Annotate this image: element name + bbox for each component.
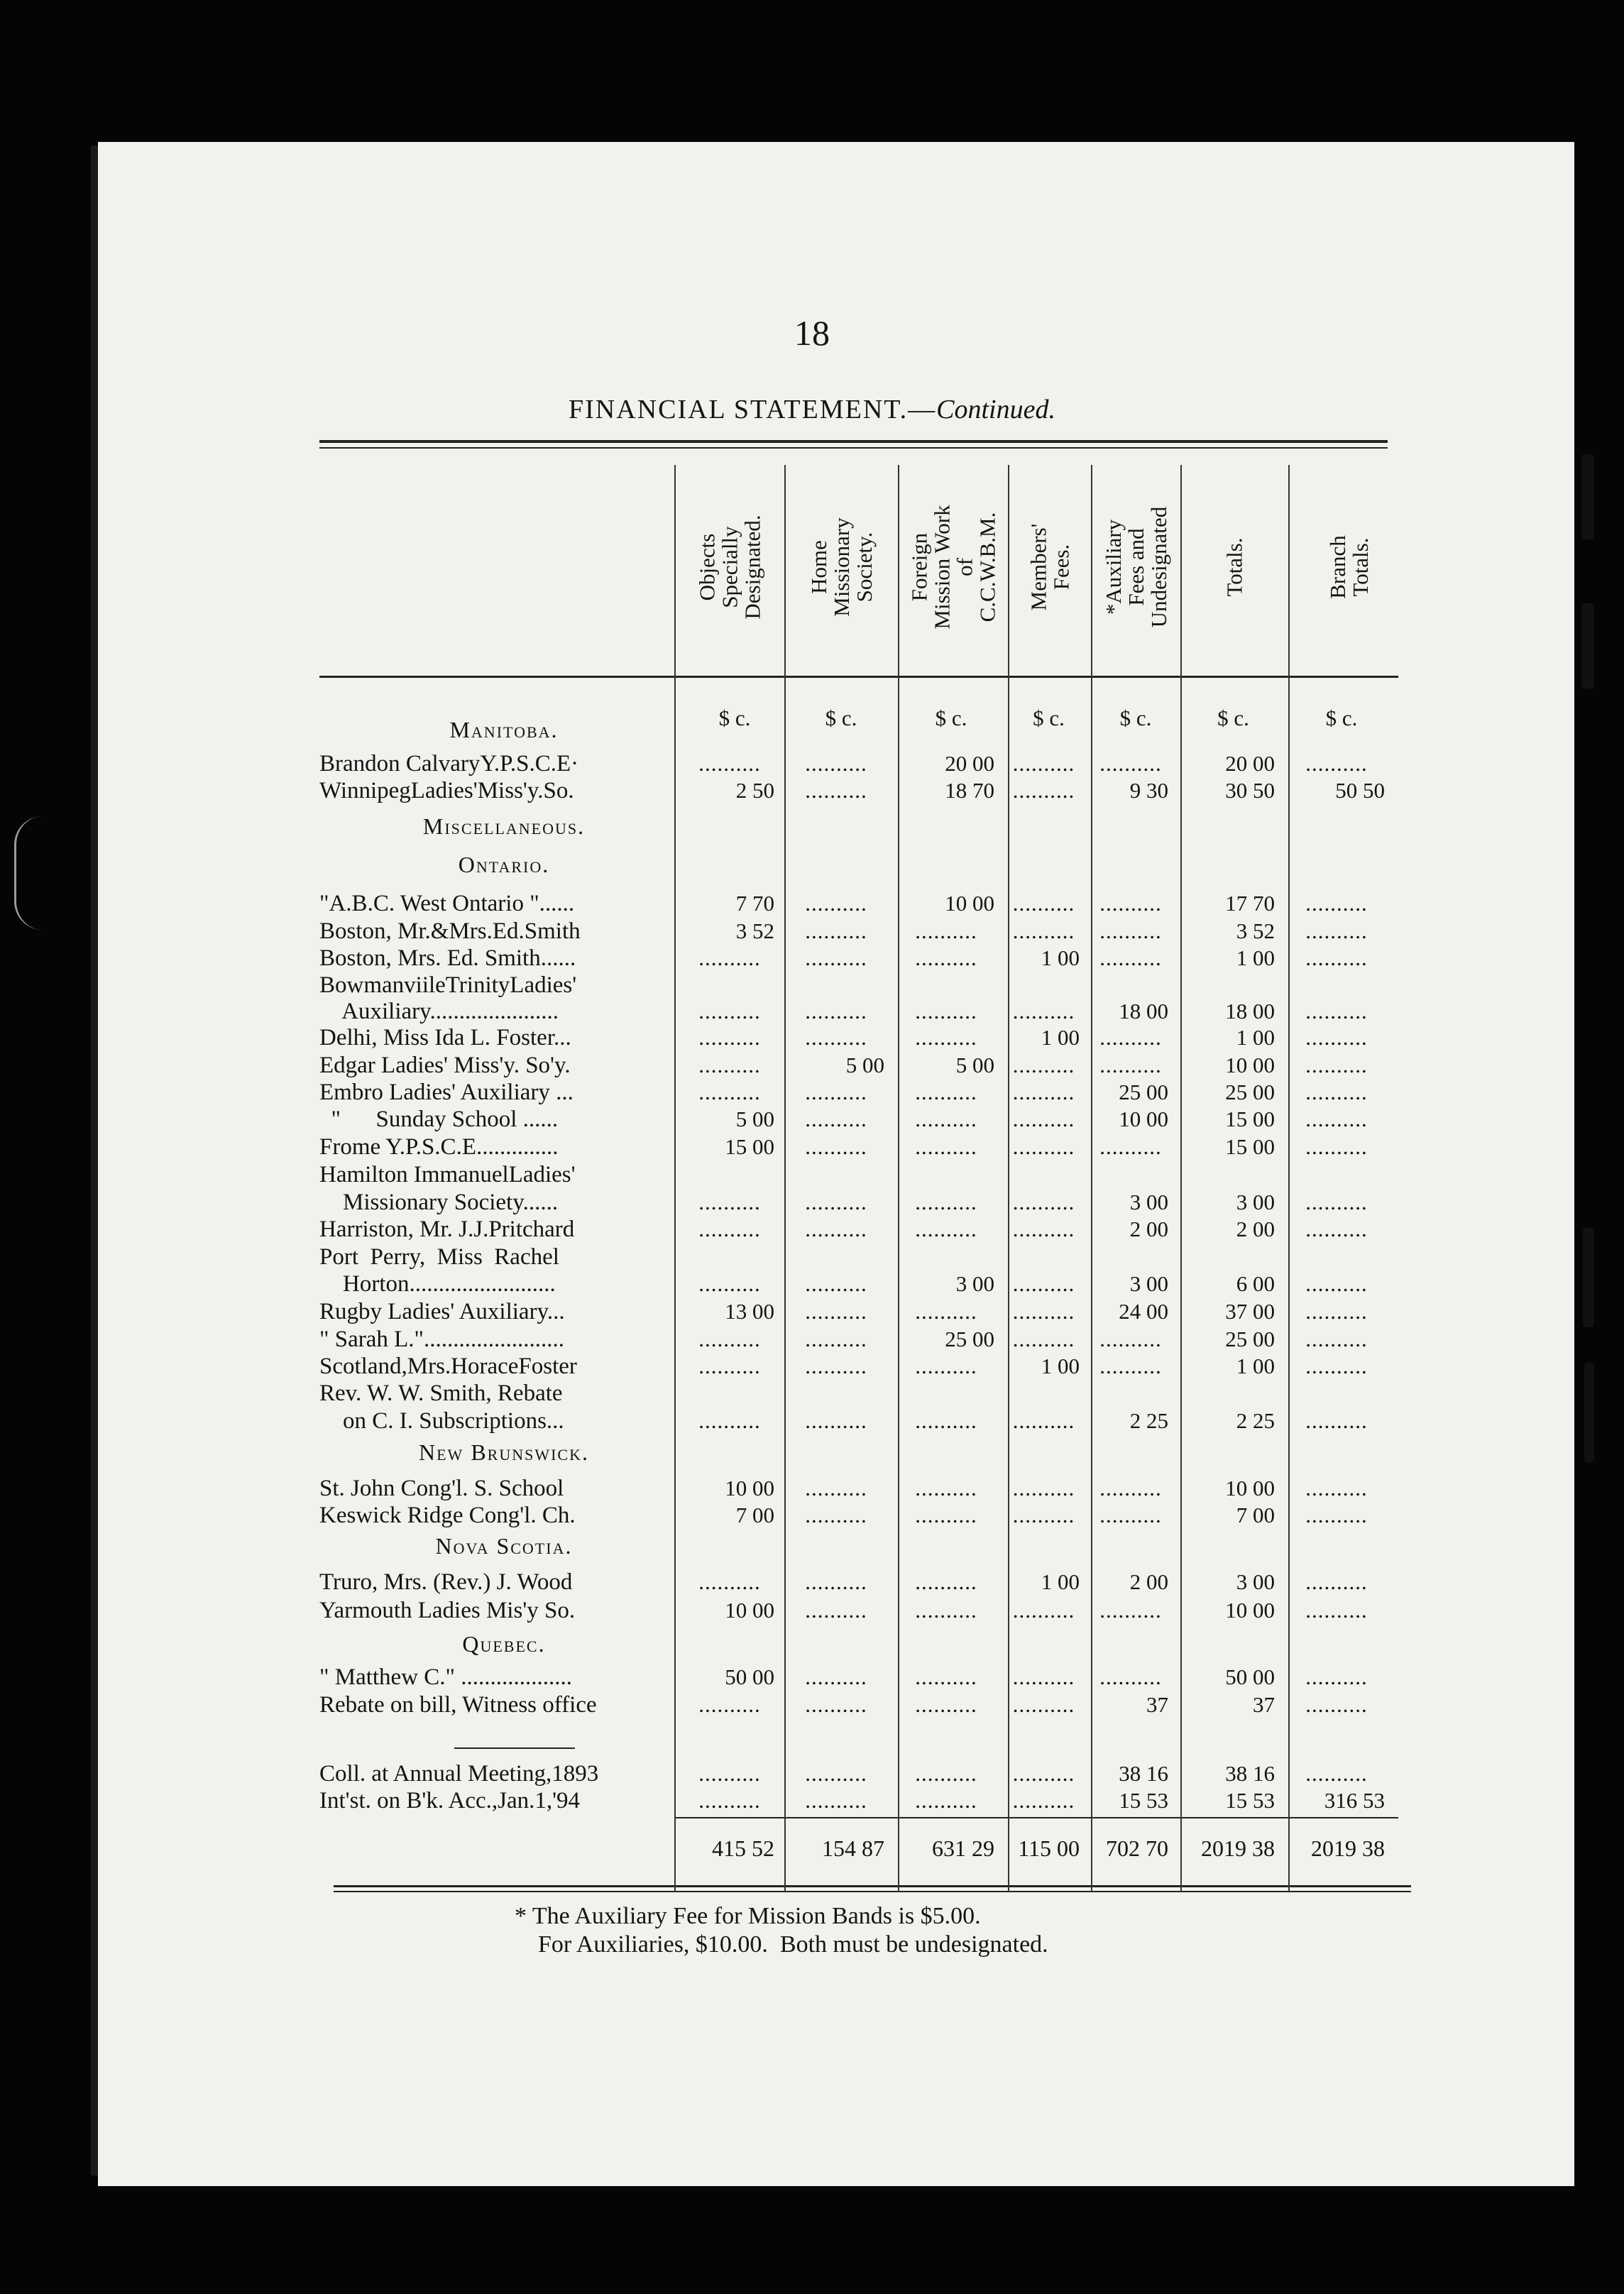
leader-dots: .......... (1012, 1299, 1075, 1324)
row-label: " Sarah L."........................ (319, 1327, 564, 1352)
page-number: 18 (794, 313, 830, 353)
column-header-text: Foreign Mission Work of C.C.W.B.M. (906, 505, 1000, 630)
row-label: Harriston, Mr. J.J.Pritchard (319, 1217, 575, 1242)
scan-artifact-curl (14, 816, 66, 930)
row-label: " Matthew C." ................... (319, 1664, 573, 1690)
leader-dots: .......... (1099, 1053, 1162, 1077)
leader-dots: .......... (805, 1354, 867, 1378)
leader-dots: .......... (1012, 1408, 1075, 1433)
leader-dots: .......... (805, 1664, 867, 1689)
section-title-ns: Nova Scotia. (435, 1533, 573, 1559)
leader-dots: .......... (1305, 1354, 1368, 1378)
row-label: Boston, Mr.&Mrs.Ed.Smith (319, 918, 581, 944)
unit-label: $ c. (935, 706, 967, 730)
leader-dots: .......... (1099, 1476, 1162, 1500)
leader-dots: .......... (1012, 891, 1075, 916)
column-rule (784, 465, 786, 1892)
leader-dots: .......... (1099, 1327, 1162, 1351)
leader-dots: .......... (1099, 1503, 1162, 1527)
table-cell-value: 50 50 (1335, 778, 1385, 803)
row-label: Truro, Mrs. (Rev.) J. Wood (319, 1569, 573, 1595)
leader-dots: .......... (805, 1569, 867, 1594)
leader-dots: .......... (805, 1692, 867, 1717)
leader-dots: .......... (1099, 1134, 1162, 1159)
table-cell-value: 3 52 (1236, 918, 1275, 943)
leader-dots: .......... (805, 1080, 867, 1104)
total-aux: 702 70 (1106, 1835, 1168, 1861)
leader-dots: .......... (1305, 1327, 1368, 1351)
table-cell-value: 7 70 (735, 891, 774, 916)
table-cell-value: 37 00 (1225, 1299, 1275, 1324)
row-label: Rugby Ladies' Auxiliary... (319, 1299, 565, 1324)
total-branch: 2019 38 (1311, 1835, 1385, 1861)
table-cell-value: 10 00 (1119, 1107, 1168, 1131)
leader-dots: .......... (1012, 918, 1075, 943)
leader-dots: .......... (915, 1503, 977, 1527)
table-cell-value: 10 00 (1225, 1476, 1275, 1500)
leader-dots: .......... (1012, 1190, 1075, 1214)
table-cell-value: 37 (1146, 1692, 1168, 1717)
leader-dots: .......... (698, 751, 761, 776)
leader-dots: .......... (698, 1053, 761, 1077)
unit-label: $ c. (1325, 706, 1358, 730)
leader-dots: .......... (805, 1217, 867, 1241)
leader-dots: .......... (698, 1788, 761, 1813)
section-title-quebec: Quebec. (462, 1631, 546, 1657)
leader-dots: .......... (1305, 1190, 1368, 1214)
column-rule (1091, 465, 1092, 1892)
leader-dots: .......... (915, 1408, 977, 1433)
table-cell-value: 15 00 (1225, 1107, 1275, 1131)
column-header-text: Objects Specially Designated. (694, 515, 765, 620)
leader-dots: .......... (698, 1692, 761, 1717)
leader-dots: .......... (1099, 918, 1162, 943)
table-cell-value: 10 00 (1225, 1598, 1275, 1623)
table-cell-value: 20 00 (945, 751, 994, 776)
leader-dots: .......... (1305, 1134, 1368, 1159)
table-cell-value: 3 00 (1236, 1569, 1275, 1594)
table-cell-value: 20 00 (1225, 751, 1275, 776)
leader-dots: .......... (1305, 999, 1368, 1023)
leader-dots: .......... (805, 1271, 867, 1296)
leader-dots: .......... (1099, 945, 1162, 970)
leader-dots: .......... (1012, 1476, 1075, 1500)
page-title (0, 394, 1624, 425)
column-header-text: Totals. (1222, 537, 1247, 597)
leader-dots: .......... (915, 1080, 977, 1104)
table-cell-value: 3 00 (1129, 1190, 1168, 1214)
leader-dots: .......... (1012, 1271, 1075, 1296)
leader-dots: .......... (915, 1107, 977, 1131)
leader-dots: .......... (805, 751, 867, 776)
table-cell-value: 15 00 (1225, 1134, 1275, 1159)
leader-dots: .......... (805, 1190, 867, 1214)
table-cell-value: 15 53 (1119, 1788, 1168, 1813)
leader-dots: .......... (805, 945, 867, 970)
row-label: " Sunday School ...... (319, 1107, 559, 1132)
leader-dots: .......... (1305, 918, 1368, 943)
leader-dots: .......... (805, 1299, 867, 1324)
table-cell-value: 2 00 (1129, 1217, 1168, 1241)
table-cell-value: 316 53 (1324, 1788, 1385, 1813)
title-main: FINANCIAL STATEMENT.— (569, 395, 937, 424)
unit-label: $ c. (1033, 706, 1065, 730)
table-cell-value: 5 00 (845, 1053, 884, 1077)
section-title-misc: Miscellaneous. (422, 813, 586, 839)
column-header-text: *Auxiliary Fees and Undesignated (1101, 506, 1171, 628)
leader-dots: .......... (1305, 1692, 1368, 1717)
table-cell-value: 25 00 (1225, 1080, 1275, 1104)
table-cell-value: 25 00 (945, 1327, 994, 1351)
row-label: Embro Ladies' Auxiliary ... (319, 1080, 574, 1105)
leader-dots: .......... (915, 1476, 977, 1500)
table-cell-value: 6 00 (1236, 1271, 1275, 1296)
leader-dots: .......... (698, 1354, 761, 1378)
leader-dots: .......... (1012, 999, 1075, 1023)
table-cell-value: 7 00 (735, 1503, 774, 1527)
leader-dots: .......... (915, 1217, 977, 1241)
column-header-totals (1183, 464, 1288, 670)
table-cell-value: 38 16 (1119, 1761, 1168, 1786)
leader-dots: .......... (805, 1476, 867, 1500)
table-cell-value: 3 00 (1129, 1271, 1168, 1296)
total-totals: 2019 38 (1201, 1835, 1275, 1861)
leader-dots: .......... (915, 999, 977, 1023)
row-label: Horton......................... (319, 1271, 556, 1297)
column-header-text: Members' Fees. (1026, 523, 1074, 611)
table-cell-value: 1 00 (1041, 1025, 1080, 1050)
row-label: Auxiliary...................... (319, 999, 559, 1024)
total-members: 115 00 (1018, 1835, 1080, 1861)
column-header-aux (1093, 464, 1180, 670)
leader-dots: .......... (1305, 1598, 1368, 1623)
leader-dots: .......... (1012, 1664, 1075, 1689)
table-cell-value: 37 (1253, 1692, 1275, 1717)
leader-dots: .......... (915, 1788, 977, 1813)
row-label: Boston, Mrs. Ed. Smith...... (319, 945, 576, 971)
leader-dots: .......... (1305, 1408, 1368, 1433)
scan-artifact-mark (1584, 1363, 1594, 1462)
leader-dots: .......... (1305, 1476, 1368, 1500)
leader-dots: .......... (698, 1271, 761, 1296)
table-cell-value: 10 00 (1225, 1053, 1275, 1077)
leader-dots: .......... (1012, 1503, 1075, 1527)
column-header-members (1010, 464, 1090, 670)
row-label: Yarmouth Ladies Mis'y So. (319, 1598, 576, 1623)
leader-dots: .......... (698, 1190, 761, 1214)
leader-dots: .......... (805, 1134, 867, 1159)
table-cell-value: 15 53 (1225, 1788, 1275, 1813)
table-cell-value: 15 00 (725, 1134, 774, 1159)
table-cell-value: 38 16 (1225, 1761, 1275, 1786)
table-cell-value: 10 00 (725, 1476, 774, 1500)
leader-dots: .......... (698, 945, 761, 970)
table-cell-value: 2 25 (1129, 1408, 1168, 1433)
leader-dots: .......... (915, 1761, 977, 1786)
leader-dots: .......... (698, 1408, 761, 1433)
leader-dots: .......... (698, 1025, 761, 1050)
leader-dots: .......... (1012, 751, 1075, 776)
column-header-text: Branch Totals. (1325, 535, 1373, 599)
table-cell-value: 18 70 (945, 778, 994, 803)
table-cell-value: 1 00 (1041, 1354, 1080, 1378)
row-label: Delhi, Miss Ida L. Foster... (319, 1025, 571, 1050)
leader-dots: .......... (805, 1025, 867, 1050)
leader-dots: .......... (805, 999, 867, 1023)
row-label: St. John Cong'l. S. School (319, 1476, 564, 1501)
footnote-line-1: * The Auxiliary Fee for Mission Bands is $5.00. (515, 1903, 981, 1929)
leader-dots: .......... (805, 1408, 867, 1433)
leader-dots: .......... (805, 1107, 867, 1131)
column-header-text: Home Missionary Society. (806, 517, 877, 617)
leader-dots: .......... (1012, 1692, 1075, 1717)
total-objects: 415 52 (712, 1835, 774, 1861)
table-cell-value: 9 30 (1129, 778, 1168, 803)
leader-dots: .......... (1012, 1080, 1075, 1104)
table-cell-value: 30 50 (1225, 778, 1275, 803)
leader-dots: .......... (915, 1134, 977, 1159)
unit-label: $ c. (718, 706, 751, 730)
title-continued: Continued. (936, 395, 1055, 424)
row-label: Rebate on bill, Witness office (319, 1692, 597, 1718)
table-cell-value: 50 00 (1225, 1664, 1275, 1689)
section-title-manitoba: Manitoba. (449, 717, 559, 742)
table-cell-value: 13 00 (725, 1299, 774, 1324)
leader-dots: .......... (1099, 891, 1162, 916)
section-divider (454, 1747, 575, 1749)
table-cell-value: 17 70 (1225, 891, 1275, 916)
leader-dots: .......... (1012, 778, 1075, 803)
table-cell-value: 1 00 (1041, 1569, 1080, 1594)
leader-dots: .......... (1305, 1217, 1368, 1241)
row-label: Rev. W. W. Smith, Rebate (319, 1381, 563, 1406)
row-label: Frome Y.P.S.C.E.............. (319, 1134, 559, 1160)
leader-dots: .......... (1099, 1598, 1162, 1623)
leader-dots: .......... (1099, 1354, 1162, 1378)
table-cell-value: 50 00 (725, 1664, 774, 1689)
leader-dots: .......... (915, 945, 977, 970)
row-label: WinnipegLadies'Miss'y.So. (319, 778, 574, 803)
leader-dots: .......... (1012, 1327, 1075, 1351)
leader-dots: .......... (1305, 751, 1368, 776)
leader-dots: .......... (915, 918, 977, 943)
top-double-rule (319, 447, 1388, 449)
row-label: Missionary Society...... (319, 1190, 559, 1215)
leader-dots: .......... (1012, 1107, 1075, 1131)
leader-dots: .......... (1012, 1217, 1075, 1241)
leader-dots: .......... (1305, 1569, 1368, 1594)
section-title-ontario: Ontario. (458, 852, 550, 877)
leader-dots: .......... (915, 1598, 977, 1623)
row-label: Edgar Ladies' Miss'y. So'y. (319, 1053, 571, 1078)
leader-dots: .......... (698, 1569, 761, 1594)
scan-artifact-mark (1581, 603, 1594, 688)
leader-dots: .......... (1305, 1299, 1368, 1324)
leader-dots: .......... (805, 918, 867, 943)
row-label: Scotland,Mrs.HoraceFoster (319, 1354, 577, 1379)
leader-dots: .......... (805, 1503, 867, 1527)
table-cell-value: 18 00 (1225, 999, 1275, 1023)
leader-dots: .......... (915, 1354, 977, 1378)
row-label: Keswick Ridge Cong'l. Ch. (319, 1503, 576, 1528)
leader-dots: .......... (698, 1080, 761, 1104)
table-cell-value: 25 00 (1225, 1327, 1275, 1351)
table-cell-value: 5 00 (735, 1107, 774, 1131)
bottom-double-rule (334, 1891, 1411, 1892)
leader-dots: .......... (1305, 1025, 1368, 1050)
leader-dots: .......... (805, 1327, 867, 1351)
header-bottom-rule (319, 676, 1398, 678)
leader-dots: .......... (1012, 1134, 1075, 1159)
table-cell-value: 3 00 (1236, 1190, 1275, 1214)
row-label: Coll. at Annual Meeting,1893 (319, 1761, 599, 1787)
top-double-rule (319, 440, 1388, 443)
leader-dots: .......... (915, 1569, 977, 1594)
column-header-foreign (900, 464, 1007, 670)
leader-dots: .......... (1305, 1107, 1368, 1131)
leader-dots: .......... (1305, 891, 1368, 916)
table-cell-value: 10 00 (945, 891, 994, 916)
table-cell-value: 2 00 (1236, 1217, 1275, 1241)
leader-dots: .......... (805, 778, 867, 803)
totals-top-rule (674, 1817, 1398, 1818)
leader-dots: .......... (915, 1664, 977, 1689)
unit-label: $ c. (1217, 706, 1249, 730)
leader-dots: .......... (1099, 1664, 1162, 1689)
leader-dots: .......... (1305, 945, 1368, 970)
table-cell-value: 24 00 (1119, 1299, 1168, 1324)
table-cell-value: 18 00 (1119, 999, 1168, 1023)
table-cell-value: 5 00 (955, 1053, 994, 1077)
table-cell-value: 25 00 (1119, 1080, 1168, 1104)
table-cell-value: 2 25 (1236, 1408, 1275, 1433)
leader-dots: .......... (1305, 1080, 1368, 1104)
leader-dots: .......... (698, 1327, 761, 1351)
table-cell-value: 1 00 (1236, 1354, 1275, 1378)
leader-dots: .......... (1305, 1503, 1368, 1527)
leader-dots: .......... (805, 891, 867, 916)
leader-dots: .......... (698, 1761, 761, 1786)
leader-dots: .......... (915, 1299, 977, 1324)
total-foreign: 631 29 (932, 1835, 994, 1861)
row-label: Brandon CalvaryY.P.S.C.E· (319, 751, 579, 776)
table-cell-value: 2 00 (1129, 1569, 1168, 1594)
table-cell-value: 10 00 (725, 1598, 774, 1623)
leader-dots: .......... (1012, 1053, 1075, 1077)
bottom-double-rule (334, 1885, 1411, 1887)
table-cell-value: 3 52 (735, 918, 774, 943)
table-cell-value: 2 50 (735, 778, 774, 803)
row-label: Hamilton ImmanuelLadies' (319, 1162, 576, 1187)
total-home: 154 87 (822, 1835, 884, 1861)
leader-dots: .......... (1012, 1598, 1075, 1623)
row-label: "A.B.C. West Ontario "...... (319, 891, 575, 916)
leader-dots: .......... (698, 999, 761, 1023)
leader-dots: .......... (1012, 1788, 1075, 1813)
column-header-branch (1290, 464, 1408, 670)
leader-dots: .......... (1012, 1761, 1075, 1786)
table-cell-value: 1 00 (1236, 945, 1275, 970)
row-label: Int'st. on B'k. Acc.,Jan.1,'94 (319, 1788, 581, 1813)
column-header-objects (676, 464, 784, 670)
leader-dots: .......... (805, 1598, 867, 1623)
leader-dots: .......... (805, 1761, 867, 1786)
leader-dots: .......... (1099, 751, 1162, 776)
scan-artifact-mark (1581, 454, 1594, 539)
leader-dots: .......... (1305, 1761, 1368, 1786)
leader-dots: .......... (915, 1692, 977, 1717)
unit-label: $ c. (825, 706, 857, 730)
leader-dots: .......... (698, 1217, 761, 1241)
unit-label: $ c. (1119, 706, 1152, 730)
row-label: BowmanviileTrinityLadies' (319, 972, 577, 998)
leader-dots: .......... (1305, 1664, 1368, 1689)
row-label: on C. I. Subscriptions... (319, 1408, 564, 1434)
row-label: Port Perry, Miss Rachel (319, 1244, 559, 1270)
scan-artifact-mark (1583, 1228, 1594, 1327)
footnote-line-2: For Auxiliaries, $10.00. Both must be undesignated. (538, 1931, 1048, 1958)
leader-dots: .......... (1305, 1053, 1368, 1077)
leader-dots: .......... (1305, 1271, 1368, 1296)
column-header-home (786, 464, 897, 670)
table-cell-value: 7 00 (1236, 1503, 1275, 1527)
leader-dots: .......... (805, 1788, 867, 1813)
section-title-nb: New Brunswick. (419, 1439, 589, 1465)
table-cell-value: 3 00 (955, 1271, 994, 1296)
leader-dots: .......... (915, 1190, 977, 1214)
table-cell-value: 1 00 (1236, 1025, 1275, 1050)
leader-dots: .......... (915, 1025, 977, 1050)
table-cell-value: 1 00 (1041, 945, 1080, 970)
leader-dots: .......... (1099, 1025, 1162, 1050)
